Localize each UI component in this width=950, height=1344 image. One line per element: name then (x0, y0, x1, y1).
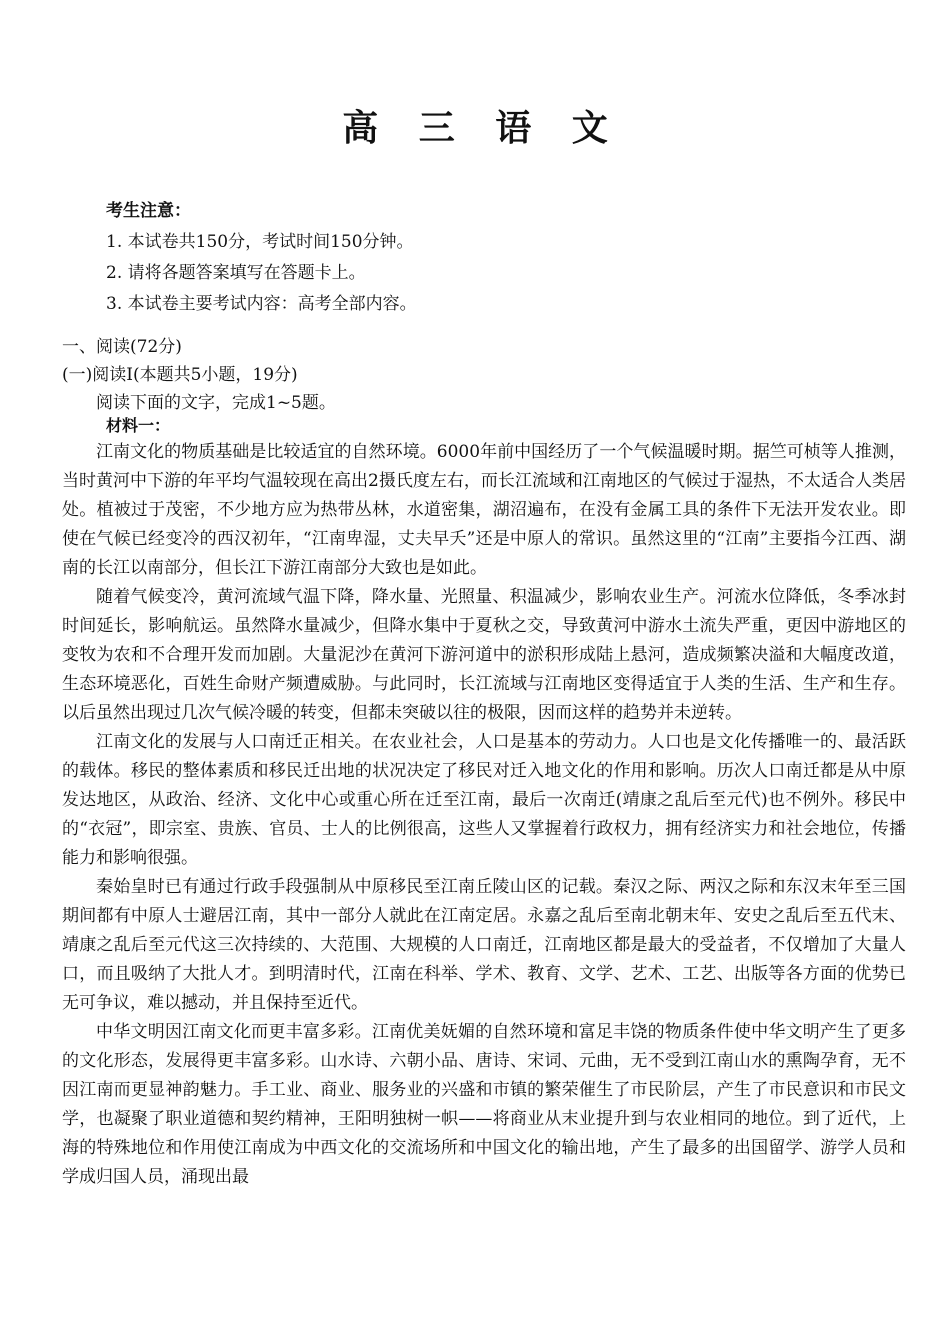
material-label: 材料一： (106, 416, 171, 435)
exam-title: 高 三 语 文 (342, 108, 622, 149)
candidate-notice (106, 196, 886, 320)
reading-section (62, 333, 902, 417)
notice-heading: 考生注意： (106, 201, 191, 221)
section-part-heading: 一、阅读(72分) (62, 337, 182, 357)
passage-paragraph: 秦始皇时已有通过行政手段强制从中原移民至江南丘陵山区的记载。秦汉之际、两汉之际和东汉末年至三国期间都有中原人士避居江南，其中一部分人就此在江南定居。永嘉之乱后至南北朝末年、安史之乱后至五代末、靖康之乱后至元代这三次持续的、大范围、大规模的人口南迁，江南地区都是最大的受益者，不仅增加了大量人口，而且吸纳了大批人才。到明清时代，江南在科举、学术、教育、文学、艺术、工艺、出版等各方面的优势已无可争议，难以撼动，并且保持至近代。 (62, 877, 906, 1013)
notice-item: 2. 请将各题答案填写在答题卡上。 (106, 263, 366, 283)
passage-body (62, 438, 906, 1192)
notice-item: 3. 本试卷主要考试内容：高考全部内容。 (106, 294, 417, 314)
section-instruction: 阅读下面的文字，完成1~5题。 (96, 393, 336, 413)
section-sub-heading: (一)阅读Ⅰ(本题共5小题，19分) (62, 365, 298, 385)
passage-paragraph: 江南文化的发展与人口南迁正相关。在农业社会，人口是基本的劳动力。人口也是文化传播唯一的、最活跃的载体。移民的整体素质和移民迁出地的状况决定了移民对迁入地文化的作用和影响。历次人口南迁都是从中原发达地区，从政治、经济、文化中心或重心所在迁至江南，最后一次南迁(靖康之乱后至元代)也不例外。移民中的“衣冠”，即宗室、贵族、官员、士人的比例很高，这些人又掌握着行政权力，拥有经济实力和社会地位，传播能力和影响很强。 (62, 732, 906, 868)
notice-item: 1. 本试卷共150分，考试时间150分钟。 (106, 232, 414, 252)
passage-paragraph: 中华文明因江南文化而更丰富多彩。江南优美妩媚的自然环境和富足丰饶的物质条件使中华文明产生了更多的文化形态，发展得更丰富多彩。山水诗、六朝小品、唐诗、宋词、元曲，无不受到江南山水的熏陶孕育，无不因江南而更显神韵魅力。手工业、商业、服务业的兴盛和市镇的繁荣催生了市民阶层，产生了市民意识和市民文学，也凝聚了职业道德和契约精神，王阳明独树一帜——将商业从末业提升到与农业相同的地位。到了近代，上海的特殊地位和作用使江南成为中西文化的交流场所和中国文化的输出地，产生了最多的出国留学、游学人员和学成归国人员，涌现出最 (62, 1022, 906, 1187)
passage-paragraph: 随着气候变冷，黄河流域气温下降，降水量、光照量、积温减少，影响农业生产。河流水位降低，冬季冰封时间延长，影响航运。虽然降水量减少，但降水集中于夏秋之交，导致黄河中游水土流失严重，更因中游地区的变牧为农和不合理开发而加剧。大量泥沙在黄河下游河道中的淤积形成陆上悬河，造成频繁决溢和大幅度改道，生态环境恶化，百姓生命财产频遭威胁。与此同时，长江流域与江南地区变得适宜于人类的生活、生产和生存。以后虽然出现过几次气候冷暖的转变，但都未突破以往的极限，因而这样的趋势并未逆转。 (62, 587, 906, 723)
passage-paragraph: 江南文化的物质基础是比较适宜的自然环境。6000年前中国经历了一个气候温暖时期。据竺可桢等人推测，当时黄河中下游的年平均气温较现在高出2摄氏度左右，而长江流域和江南地区的气候过于湿热，不太适合人类居处。植被过于茂密，不少地方应为热带丛林，水道密集，湖沼遍布，在没有金属工具的条件下无法开发农业。即使在气候已经变冷的西汉初年，“江南卑湿，丈夫早夭”还是中原人的常识。虽然这里的“江南”主要指今江西、湖南的长江以南部分，但长江下游江南部分大致也是如此。 (62, 442, 906, 578)
